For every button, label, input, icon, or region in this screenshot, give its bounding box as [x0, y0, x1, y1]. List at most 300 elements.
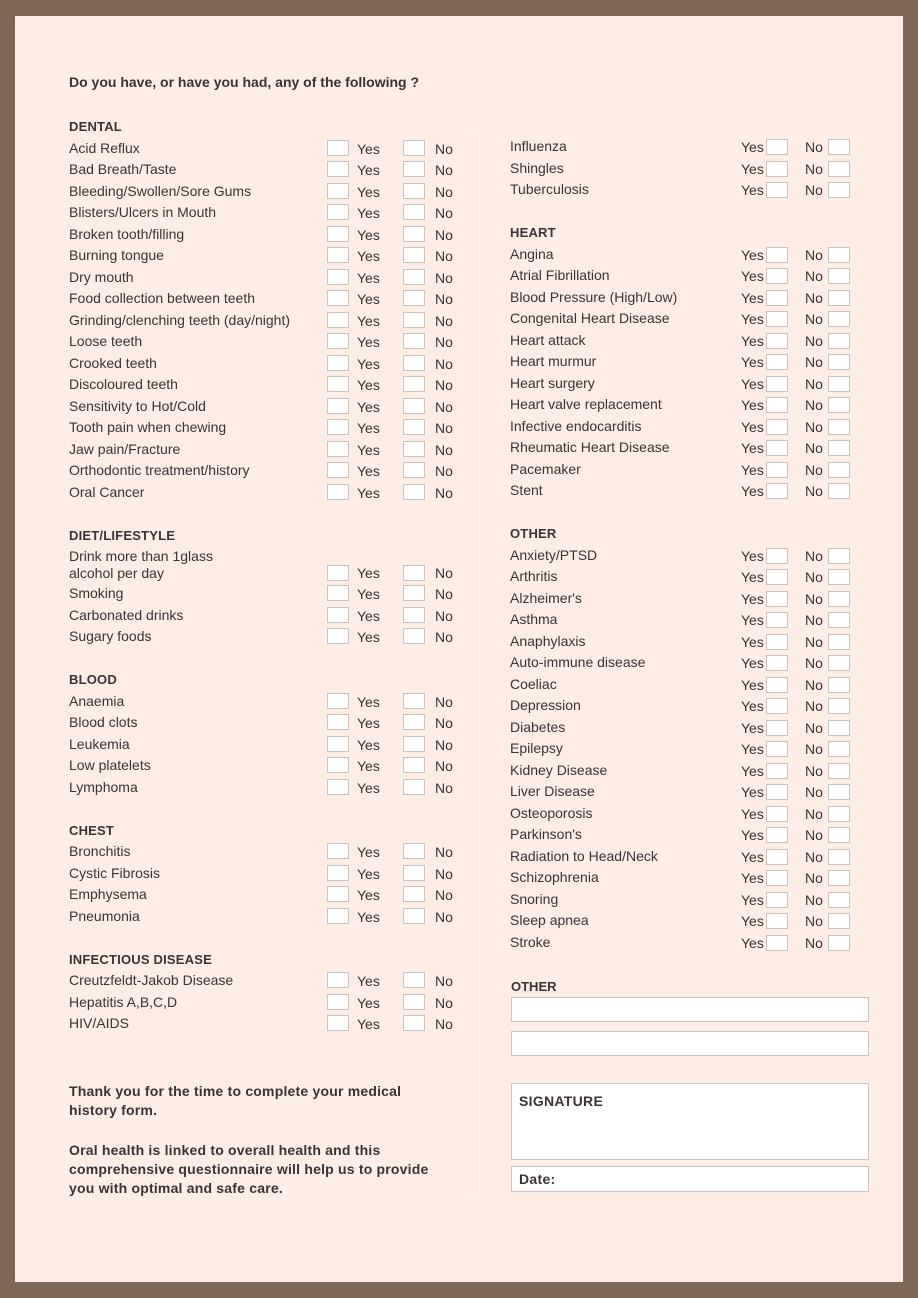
question-row-crooked-teeth	[69, 353, 469, 375]
question-label: Stroke	[510, 933, 551, 950]
no-label: No	[435, 693, 453, 710]
yes-checkbox[interactable]	[327, 312, 349, 328]
no-label: No	[805, 762, 823, 779]
question-row-sugary-foods	[69, 626, 469, 648]
yes-checkbox[interactable]	[766, 913, 788, 929]
yes-label: Yes	[741, 934, 764, 951]
section-continued	[510, 136, 870, 201]
no-checkbox[interactable]	[403, 161, 425, 177]
yes-label: Yes	[357, 607, 380, 624]
no-label: No	[435, 226, 453, 243]
yes-checkbox[interactable]	[766, 354, 788, 370]
yes-checkbox[interactable]	[327, 994, 349, 1010]
yes-checkbox[interactable]	[766, 870, 788, 886]
no-checkbox[interactable]	[403, 398, 425, 414]
no-checkbox[interactable]	[828, 698, 850, 714]
question-row-kidney-disease	[510, 760, 870, 782]
yes-checkbox[interactable]	[327, 865, 349, 881]
no-checkbox[interactable]	[403, 757, 425, 773]
section-title: BLOOD	[69, 672, 117, 687]
question-row-bad-breath-taste	[69, 159, 469, 181]
question-label: Stent	[510, 482, 543, 498]
question-label: Parkinson's	[510, 826, 582, 842]
yes-label: Yes	[357, 736, 380, 753]
question-row-anxiety-ptsd	[510, 545, 870, 567]
no-label: No	[805, 569, 823, 585]
no-label: No	[805, 805, 823, 822]
no-checkbox[interactable]	[828, 419, 850, 435]
no-checkbox[interactable]	[828, 849, 850, 865]
yes-checkbox[interactable]	[766, 483, 788, 499]
no-label: No	[805, 268, 823, 284]
yes-checkbox[interactable]	[327, 693, 349, 709]
yes-checkbox[interactable]	[766, 698, 788, 714]
question-label: Emphysema	[69, 886, 147, 902]
yes-checkbox[interactable]	[327, 204, 349, 220]
no-label: No	[805, 547, 823, 564]
question-row-blood-pressure-high-low	[510, 287, 870, 309]
yes-label: Yes	[741, 569, 764, 585]
no-checkbox[interactable]	[828, 247, 850, 263]
no-checkbox[interactable]	[828, 333, 850, 349]
yes-checkbox[interactable]	[766, 397, 788, 413]
yes-label: Yes	[741, 633, 764, 650]
no-checkbox[interactable]	[828, 440, 850, 456]
question-label: Radiation to Head/Neck	[510, 847, 658, 864]
no-checkbox[interactable]	[403, 607, 425, 623]
no-checkbox[interactable]	[828, 784, 850, 800]
question-label: Bronchitis	[69, 843, 131, 859]
signature-label: SIGNATURE	[519, 1093, 604, 1109]
yes-label: Yes	[741, 289, 764, 306]
question-row-pacemaker	[510, 459, 870, 481]
yes-checkbox[interactable]	[327, 736, 349, 752]
question-label: Kidney Disease	[510, 761, 608, 778]
no-label: No	[435, 779, 453, 796]
question-row-dry-mouth	[69, 267, 469, 289]
question-row-creutzfeldt-jakob-disease	[69, 970, 469, 992]
yes-label: Yes	[741, 311, 764, 327]
yes-checkbox[interactable]	[766, 139, 788, 155]
no-label: No	[805, 655, 823, 671]
no-checkbox[interactable]	[828, 741, 850, 757]
yes-checkbox[interactable]	[766, 806, 788, 822]
no-label: No	[805, 698, 823, 714]
yes-checkbox[interactable]	[766, 268, 788, 284]
question-row-food-collection-between-teeth	[69, 288, 469, 310]
no-checkbox[interactable]	[403, 886, 425, 902]
question-label: Blisters/Ulcers in Mouth	[69, 204, 217, 220]
no-checkbox[interactable]	[403, 183, 425, 199]
yes-label: Yes	[741, 848, 764, 865]
yes-checkbox[interactable]	[327, 972, 349, 988]
no-checkbox[interactable]	[403, 204, 425, 220]
yes-checkbox[interactable]	[766, 655, 788, 671]
question-row-hiv-aids	[69, 1013, 469, 1035]
question-label: Tuberculosis	[510, 181, 589, 197]
yes-checkbox[interactable]	[327, 779, 349, 795]
question-row-grinding-clenching-teeth-day-night	[69, 310, 469, 332]
yes-checkbox[interactable]	[766, 182, 788, 198]
yes-checkbox[interactable]	[766, 763, 788, 779]
yes-checkbox[interactable]	[327, 886, 349, 902]
question-row-orthodontic-treatment-history	[69, 460, 469, 482]
yes-checkbox[interactable]	[327, 441, 349, 457]
other-field-title: OTHER	[511, 979, 557, 994]
yes-label: Yes	[357, 908, 380, 925]
no-label: No	[805, 934, 823, 951]
question-row-tooth-pain-when-chewing	[69, 417, 469, 439]
no-checkbox[interactable]	[828, 935, 850, 951]
question-row-alzheimer-s	[510, 588, 870, 610]
yes-label: Yes	[357, 865, 380, 882]
yes-label: Yes	[357, 844, 380, 860]
no-label: No	[805, 160, 823, 177]
no-label: No	[435, 1016, 453, 1032]
question-row-liver-disease	[510, 781, 870, 803]
yes-checkbox[interactable]	[766, 634, 788, 650]
no-label: No	[435, 291, 453, 307]
no-checkbox[interactable]	[403, 355, 425, 371]
no-checkbox[interactable]	[403, 226, 425, 242]
no-checkbox[interactable]	[828, 827, 850, 843]
yes-checkbox[interactable]	[766, 290, 788, 306]
no-checkbox[interactable]	[828, 397, 850, 413]
no-checkbox[interactable]	[828, 806, 850, 822]
question-label: Lymphoma	[69, 778, 138, 795]
question-label: Cystic Fibrosis	[69, 864, 161, 881]
no-label: No	[805, 870, 823, 886]
no-checkbox[interactable]	[828, 612, 850, 628]
yes-checkbox[interactable]	[766, 440, 788, 456]
yes-checkbox[interactable]	[766, 827, 788, 843]
no-checkbox[interactable]	[828, 483, 850, 499]
no-label: No	[805, 483, 823, 499]
yes-checkbox[interactable]	[766, 548, 788, 564]
no-label: No	[435, 973, 453, 989]
no-checkbox[interactable]	[403, 585, 425, 601]
no-checkbox[interactable]	[828, 290, 850, 306]
question-row-auto-immune-disease	[510, 652, 870, 674]
question-label: Alzheimer's	[510, 589, 582, 606]
yes-checkbox[interactable]	[327, 355, 349, 371]
question-label: Liver Disease	[510, 783, 595, 799]
yes-checkbox[interactable]	[766, 462, 788, 478]
question-label: Shingles	[510, 159, 564, 176]
question-label: Drink more than 1glass alcohol per day	[69, 548, 213, 581]
no-checkbox[interactable]	[403, 333, 425, 349]
question-label: Heart murmur	[510, 353, 597, 369]
yes-checkbox[interactable]	[766, 161, 788, 177]
no-checkbox[interactable]	[828, 311, 850, 327]
yes-checkbox[interactable]	[766, 419, 788, 435]
question-label: Schizophrenia	[510, 869, 599, 885]
no-label: No	[805, 246, 823, 263]
question-row-parkinson-s	[510, 824, 870, 846]
question-row-diabetes	[510, 717, 870, 739]
yes-checkbox[interactable]	[327, 140, 349, 156]
no-checkbox[interactable]	[828, 763, 850, 779]
no-label: No	[805, 375, 823, 392]
yes-checkbox[interactable]	[327, 757, 349, 773]
yes-label: Yes	[357, 586, 380, 602]
section-dental	[69, 116, 469, 503]
question-label: Anaphylaxis	[510, 632, 586, 649]
yes-checkbox[interactable]	[327, 183, 349, 199]
no-checkbox[interactable]	[828, 913, 850, 929]
question-row-sensitivity-to-hot-cold	[69, 396, 469, 418]
no-label: No	[435, 420, 453, 436]
yes-label: Yes	[741, 891, 764, 908]
no-label: No	[805, 397, 823, 413]
no-checkbox[interactable]	[403, 290, 425, 306]
yes-checkbox[interactable]	[766, 849, 788, 865]
signature-field[interactable]	[511, 1083, 869, 1160]
other-input-2[interactable]	[511, 1031, 869, 1056]
question-label: Infective endocarditis	[510, 417, 642, 434]
question-label: Pacemaker	[510, 460, 581, 477]
question-label: Rheumatic Heart Disease	[510, 439, 670, 455]
no-checkbox[interactable]	[403, 628, 425, 644]
no-checkbox[interactable]	[403, 908, 425, 924]
thank-you-note	[69, 1082, 449, 1219]
no-label: No	[805, 741, 823, 757]
yes-checkbox[interactable]	[327, 161, 349, 177]
no-checkbox[interactable]	[403, 419, 425, 435]
question-row-jaw-pain-fracture	[69, 439, 469, 461]
yes-checkbox[interactable]	[327, 843, 349, 859]
question-row-tuberculosis	[510, 179, 870, 201]
question-label: Sleep apnea	[510, 912, 589, 928]
yes-label: Yes	[741, 698, 764, 714]
yes-checkbox[interactable]	[766, 247, 788, 263]
question-row-atrial-fibrillation	[510, 265, 870, 287]
question-label: Angina	[510, 245, 554, 262]
question-label: Acid Reflux	[69, 139, 140, 156]
section-title: DENTAL	[69, 119, 122, 134]
yes-checkbox[interactable]	[327, 1015, 349, 1031]
yes-checkbox[interactable]	[327, 226, 349, 242]
no-label: No	[805, 311, 823, 327]
section-other	[510, 523, 870, 953]
no-label: No	[435, 586, 453, 602]
yes-label: Yes	[357, 355, 380, 372]
no-checkbox[interactable]	[403, 376, 425, 392]
question-label: Congenital Heart Disease	[510, 310, 670, 326]
question-row-heart-valve-replacement	[510, 394, 870, 416]
other-field-group	[511, 976, 869, 1056]
no-checkbox[interactable]	[828, 569, 850, 585]
date-field[interactable]	[511, 1166, 869, 1192]
no-label: No	[435, 334, 453, 350]
no-checkbox[interactable]	[403, 269, 425, 285]
yes-checkbox[interactable]	[327, 908, 349, 924]
no-checkbox[interactable]	[828, 870, 850, 886]
yes-checkbox[interactable]	[327, 628, 349, 644]
no-checkbox[interactable]	[828, 720, 850, 736]
yes-checkbox[interactable]	[327, 247, 349, 263]
yes-label: Yes	[357, 420, 380, 436]
no-label: No	[435, 312, 453, 329]
thank-you-line: Thank you for the time to complete your medical history form.	[69, 1083, 402, 1118]
yes-label: Yes	[741, 268, 764, 284]
question-label: Heart surgery	[510, 374, 595, 391]
yes-checkbox[interactable]	[766, 333, 788, 349]
question-row-smoking	[69, 583, 469, 605]
question-label: Low platelets	[69, 757, 151, 773]
question-row-angina	[510, 244, 870, 266]
yes-checkbox[interactable]	[327, 269, 349, 285]
no-checkbox[interactable]	[403, 441, 425, 457]
yes-label: Yes	[357, 887, 380, 903]
question-label: Sugary foods	[69, 628, 152, 644]
question-row-coeliac	[510, 674, 870, 696]
no-label: No	[435, 463, 453, 479]
question-row-sleep-apnea	[510, 910, 870, 932]
no-label: No	[805, 440, 823, 456]
no-checkbox[interactable]	[403, 843, 425, 859]
no-checkbox[interactable]	[403, 865, 425, 881]
yes-checkbox[interactable]	[766, 784, 788, 800]
yes-checkbox[interactable]	[327, 714, 349, 730]
no-checkbox[interactable]	[403, 247, 425, 263]
no-checkbox[interactable]	[403, 693, 425, 709]
no-label: No	[435, 248, 453, 264]
no-checkbox[interactable]	[403, 1015, 425, 1031]
yes-label: Yes	[357, 758, 380, 774]
question-row-depression	[510, 695, 870, 717]
yes-label: Yes	[741, 784, 764, 800]
no-label: No	[805, 590, 823, 607]
no-label: No	[435, 758, 453, 774]
no-checkbox[interactable]	[828, 354, 850, 370]
question-label: Blood Pressure (High/Low)	[510, 288, 678, 305]
yes-checkbox[interactable]	[327, 398, 349, 414]
no-checkbox[interactable]	[828, 268, 850, 284]
no-checkbox[interactable]	[828, 655, 850, 671]
section-title: INFECTIOUS DISEASE	[69, 951, 213, 967]
no-label: No	[805, 332, 823, 349]
no-label: No	[435, 736, 453, 753]
no-checkbox[interactable]	[828, 892, 850, 908]
no-checkbox[interactable]	[828, 182, 850, 198]
no-checkbox[interactable]	[828, 139, 850, 155]
no-label: No	[435, 484, 453, 501]
yes-checkbox[interactable]	[766, 935, 788, 951]
yes-checkbox[interactable]	[766, 741, 788, 757]
yes-checkbox[interactable]	[327, 290, 349, 306]
no-checkbox[interactable]	[828, 376, 850, 392]
no-checkbox[interactable]	[403, 736, 425, 752]
no-checkbox[interactable]	[828, 462, 850, 478]
question-label: HIV/AIDS	[69, 1015, 129, 1031]
no-label: No	[435, 205, 453, 221]
no-checkbox[interactable]	[403, 972, 425, 988]
yes-label: Yes	[357, 269, 380, 286]
yes-label: Yes	[357, 291, 380, 307]
question-label: Oral Cancer	[69, 483, 145, 500]
yes-checkbox[interactable]	[327, 585, 349, 601]
yes-checkbox[interactable]	[766, 591, 788, 607]
no-checkbox[interactable]	[403, 312, 425, 328]
yes-label: Yes	[357, 994, 380, 1011]
yes-checkbox[interactable]	[766, 376, 788, 392]
question-row-broken-tooth-filling	[69, 224, 469, 246]
question-label: Anxiety/PTSD	[510, 546, 598, 563]
question-label: Carbonated drinks	[69, 606, 184, 623]
no-checkbox[interactable]	[403, 484, 425, 500]
question-row-shingles	[510, 158, 870, 180]
section-heart	[510, 222, 870, 502]
yes-label: Yes	[357, 248, 380, 264]
yes-checkbox[interactable]	[766, 569, 788, 585]
no-checkbox[interactable]	[403, 462, 425, 478]
yes-label: Yes	[357, 629, 380, 645]
yes-checkbox[interactable]	[766, 311, 788, 327]
yes-label: Yes	[741, 719, 764, 736]
no-label: No	[805, 139, 823, 155]
question-label: Creutzfeldt-Jakob Disease	[69, 972, 234, 988]
question-label: Hepatitis A,B,C,D	[69, 993, 178, 1010]
yes-checkbox[interactable]	[766, 612, 788, 628]
yes-checkbox[interactable]	[327, 565, 349, 581]
other-input-1[interactable]	[511, 997, 869, 1022]
question-label: Anaemia	[69, 692, 125, 709]
yes-label: Yes	[357, 398, 380, 415]
question-label: Burning tongue	[69, 247, 164, 263]
yes-checkbox[interactable]	[766, 892, 788, 908]
yes-label: Yes	[741, 827, 764, 843]
question-row-bleeding-swollen-sore-gums	[69, 181, 469, 203]
no-checkbox[interactable]	[403, 714, 425, 730]
no-checkbox[interactable]	[403, 565, 425, 581]
question-row-asthma	[510, 609, 870, 631]
yes-checkbox[interactable]	[327, 484, 349, 500]
no-label: No	[805, 612, 823, 628]
question-row-epilepsy	[510, 738, 870, 760]
no-label: No	[435, 355, 453, 372]
no-checkbox[interactable]	[403, 994, 425, 1010]
yes-checkbox[interactable]	[766, 720, 788, 736]
yes-checkbox[interactable]	[327, 376, 349, 392]
yes-label: Yes	[741, 440, 764, 456]
no-label: No	[435, 887, 453, 903]
yes-checkbox[interactable]	[327, 419, 349, 435]
no-checkbox[interactable]	[403, 779, 425, 795]
yes-checkbox[interactable]	[327, 462, 349, 478]
no-label: No	[805, 418, 823, 435]
no-label: No	[435, 865, 453, 882]
no-checkbox[interactable]	[828, 161, 850, 177]
yes-label: Yes	[357, 779, 380, 796]
question-label: Pneumonia	[69, 907, 140, 924]
yes-checkbox[interactable]	[327, 607, 349, 623]
no-checkbox[interactable]	[828, 548, 850, 564]
no-checkbox[interactable]	[828, 634, 850, 650]
question-row-loose-teeth	[69, 331, 469, 353]
no-checkbox[interactable]	[828, 677, 850, 693]
question-row-influenza	[510, 136, 870, 158]
yes-checkbox[interactable]	[327, 333, 349, 349]
no-checkbox[interactable]	[828, 591, 850, 607]
question-label: Asthma	[510, 611, 558, 627]
question-label: Jaw pain/Fracture	[69, 440, 181, 457]
section-title: CHEST	[69, 822, 115, 838]
yes-label: Yes	[741, 397, 764, 413]
no-checkbox[interactable]	[403, 140, 425, 156]
yes-checkbox[interactable]	[766, 677, 788, 693]
yes-label: Yes	[357, 565, 380, 581]
